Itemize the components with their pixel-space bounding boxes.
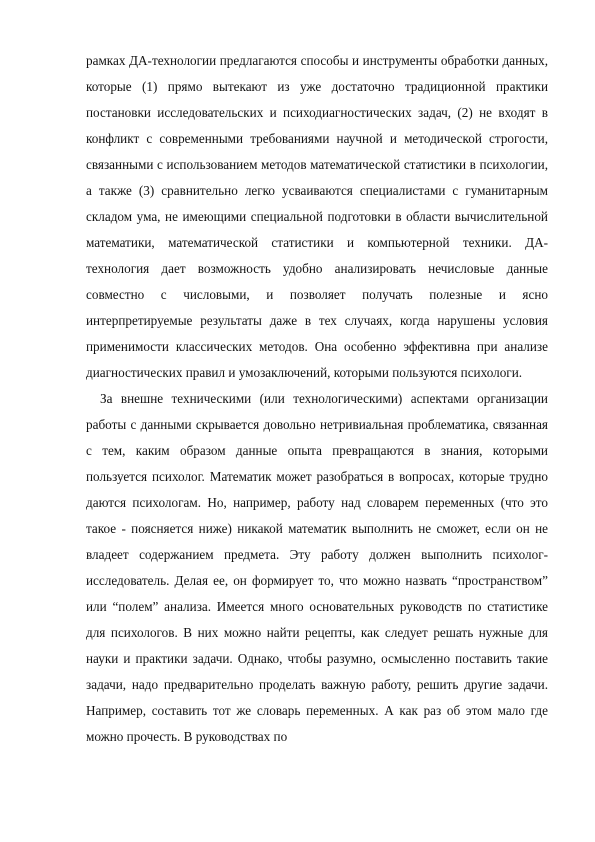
paragraph: За внешне техническими (или технологическими) аспектами организации работы с данными скрывается довольно нетривиальная проблематика, связанная с тем, каким образом данные опыта превращаются в знания, которыми пользуется психолог. Математик может разобраться в вопросах, которые трудно даются психологам. Но, например, работу над словарем переменных (что это такое - поясняется ниже) никакой математик выполнить не сможет, если он не владеет содержанием предмета. Эту работу должен выполнить психолог-исследователь. Делая ее, он формирует то, что можно назвать “пространством” или “полем” анализа. Имеется много основательных руководств по статистике для психологов. В них можно найти рецепты, как следует решать нужные для науки и практики задачи. Однако, чтобы разумно, осмысленно поставить такие задачи, надо предварительно проделать важную работу, решить другие задачи. Например, составить тот же словарь переменных. А как раз об этом мало где можно прочесть. В руководствах по [86,391,548,744]
paragraph-continued: рамках ДА-технологии предлагаются способы и инструменты обработки данных, которые (1) прямо вытекают из уже достаточно традиционной практики постановки исследовательских и психодиагностических задач, (2) не входят в конфликт с современными требованиями научной и методической строгости, связанными с использованием методов математической статистики в психологии, а также (3) сравнительно легко усваиваются специалистами с гуманитарным складом ума, не имеющими специальной подготовки в области вычислительной математики, математической статистики и компьютерной техники. ДА-технология дает возможность удобно анализировать нечисловые данные совместно с числовыми, и позволяет получать полезные и ясно интерпретируемые результаты даже в тех случаях, когда нарушены условия применимости классических методов. Она особенно эффективна при анализе диагностических правил и умозаключений, которыми пользуются психологи. [86,53,548,380]
body-text [86,48,548,750]
